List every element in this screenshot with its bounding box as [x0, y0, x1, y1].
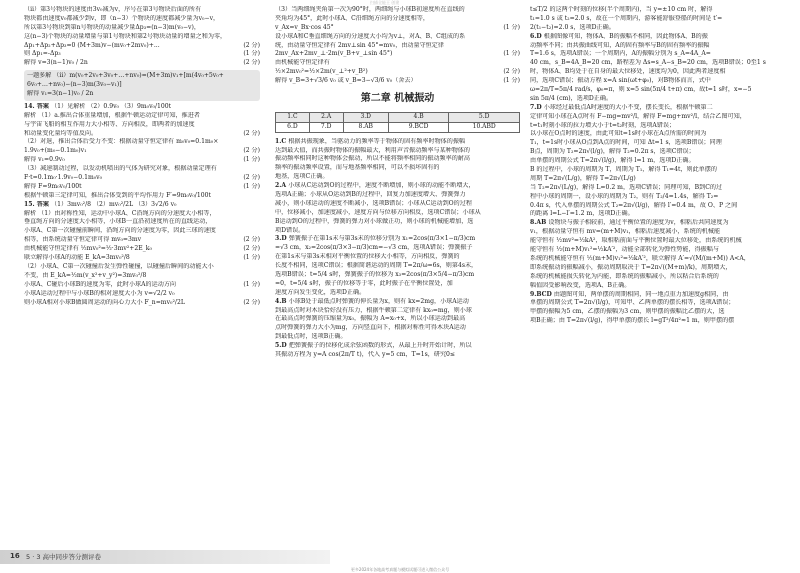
score: (1 分) [503, 23, 520, 31]
question-number: 4.B [275, 297, 289, 305]
text-line [24, 272, 260, 281]
line-text: 单摆的周期公式 T=2π√(l/g)，可知甲、乙两单摆的摆长相等，选项A错误； [530, 299, 735, 307]
text-line [275, 200, 520, 209]
text-line [530, 157, 776, 166]
text-line [27, 72, 257, 81]
text-line [530, 264, 776, 273]
answer-cell: 2.A [309, 112, 343, 122]
line-text: ½×2mv₀²=½×2m(v_⊥²+v_B²) [275, 68, 368, 76]
text-line [24, 299, 260, 308]
line-text: B 的过程中，小球的周期为 T，周期为 T₁，解得 T₁=4t，则此单摆的 [530, 166, 717, 174]
text-line [530, 139, 776, 148]
question-number: 6.D [530, 32, 544, 40]
text-line [530, 282, 776, 291]
line-text: 解得 v₁=3(n−1)v₀ / 2n [27, 90, 94, 98]
line-text: 1.9v₀+(m₀−0.1m₀)v₁ [24, 147, 87, 155]
text-line [275, 235, 520, 244]
line-text: 即系统振动的振幅减小，振动周期取决于 T=2π√((M+m)/k)，周期增大， [530, 263, 732, 271]
line-text: 40 cm，s_B=4A_B=20 cm，路程差为 Δs=s_A−s_B=20 cm，选项B错误；0至1 s [530, 59, 766, 67]
text-line [24, 165, 260, 174]
line-text: 这(n−3)个物块的动量增量与第1号物块和第2号物块动量的增量之和为零， [24, 32, 227, 40]
text-line [530, 50, 776, 59]
text-line [275, 182, 520, 191]
watermark: 更多2024年各地高考真题与模拟试题可进入微信公众号 [350, 567, 450, 572]
question-number: 2.A [275, 182, 289, 190]
answer-label: 答案 [36, 102, 52, 110]
text-line [24, 218, 260, 227]
question-number: 5.D [275, 342, 289, 350]
line-text: 根据图像可知，物体A、B的振幅不相同，因此物体A、B的振 [543, 32, 708, 40]
text-line [530, 15, 776, 24]
text-line [24, 103, 260, 112]
line-text: 夹角均为45°，此时小球A、C沿细绳方向的分速度相等， [275, 14, 429, 22]
text-line [24, 121, 260, 130]
line-text: 选项B错误；t=5/4 s时，弹簧振子的位移为 x₃=2cos(π/3×5/4−π/3)cm [275, 270, 475, 278]
page-number: 16 [10, 552, 20, 560]
text-line [530, 68, 776, 77]
text-line [24, 201, 260, 210]
text-line [27, 90, 257, 99]
text-line [275, 253, 520, 262]
line-text: 速度方向发生变化，选项D正确。 [275, 288, 366, 296]
text-line [530, 255, 776, 264]
text-line [275, 24, 520, 33]
text-line [530, 299, 776, 308]
line-text: 减小，则小球运动的速度不断减小，选项B错误；小球从C运动到O的过程 [275, 199, 472, 207]
line-text: 解析 （1）a.推出合体重量增加，根据牛顿运动定律可知，推进者 [24, 111, 200, 119]
text-line [275, 289, 520, 298]
text-line [275, 315, 520, 324]
line-text: 小球A运动过程中与小球B的相对速度大小为 v=√2/2 v₀ [24, 289, 175, 297]
line-text: v_Ax=v_Bx·cos 45° [275, 23, 334, 31]
text-line [275, 50, 520, 59]
text-line [24, 33, 260, 42]
text-line [275, 59, 520, 68]
line-text: 小球A、C碰后小球B的速度为零，此时小球A的运动方向 [24, 280, 177, 288]
text-line [275, 227, 520, 236]
text-line [275, 68, 520, 77]
line-text: =0，t=5/4 s时，振子的位移等于零，此时振子在平衡位置处，加 [275, 279, 453, 287]
line-text: B运动到O的过程中，弹簧的弹力对小球做正功，则小球的机械能增加，选 [275, 217, 474, 225]
line-text: （1）见解析 （2）0.9v₀ （3）9m₀v₀/100t [51, 102, 172, 110]
line-text: 解得 v₁=0.9v₀ [24, 156, 65, 164]
text-line [530, 104, 776, 113]
line-text: 小球从C运动到O的过程中，速度不断增加，则小球的动能不断增大， [288, 182, 475, 190]
text-line [530, 175, 776, 184]
answer-cell: 3.D [343, 112, 388, 122]
text-line [530, 228, 776, 237]
text-line [275, 307, 520, 316]
answer-cell: 4.B [388, 112, 448, 122]
text-line [24, 281, 260, 290]
text-line [530, 59, 776, 68]
text-line [530, 113, 776, 122]
line-text: 所以第3号物块到第n号物块的动量减少量Δp₃=(n−3)m(v₀−v)， [24, 23, 200, 31]
column-left [24, 6, 260, 307]
line-text: 物块都由速度v₀都减少到v，即（n−3）个物块的速度都减少量为v₀−v， [24, 14, 220, 22]
line-text: 在最高点时弹簧的压缩量为x₀，振幅为 A=x₀+x，所以小球运动到最高 [275, 315, 466, 323]
text-line [24, 192, 260, 201]
line-text: 垂直绳方向的分速度大小相等，小球B一直沿初速度所在的直线运动， [24, 218, 212, 226]
line-text: 统，由动量守恒定律有 2mv⊥sin 45°=mv₀，由动量守恒定律 [275, 41, 444, 49]
scan-mark: 扫描全能王 创建 [370, 0, 400, 5]
line-text: 设物块与振子相较前，通过平衡位置的速度为v，相粘后共同速度为 [548, 219, 729, 227]
line-text: T₁，t=1s时小球从O点到A点的时间，可知 Δt=1 s，选项B错误；同理 [530, 139, 722, 147]
line-text: 根据牛顿第三定律可知，推出合体受到的平均作用力 F′=9m₀v₀/100t [24, 191, 211, 199]
line-text: 点时弹簧的弹力大小为mg，方向竖直向下，根据对称性可得木块A运动 [275, 324, 466, 332]
score: (2 分) [243, 245, 260, 253]
text-line [275, 138, 520, 147]
score: (2 分) [243, 147, 260, 155]
line-text: 相等，由系统动量守恒定律可得 mv₀=3mv [24, 236, 142, 244]
text-line [24, 130, 260, 139]
line-text: v₁，根据动量守恒有 mv=(m+M)v₁，相粘后速度减小，系统的机械能 [530, 228, 721, 236]
line-text: 长度不相同，选项C错误；根据简谐运动的周期 T=2π/ω=6s，则第4s末， [275, 262, 478, 270]
question-number: 14. [24, 102, 37, 110]
line-text: ω=2π/T=5π/4 rad/s，φ₀=π，则 x=5 sin(5π/4 t+π) cm，故t=1 s时，x=−5 [530, 86, 752, 94]
text-line [530, 95, 776, 104]
text-line [24, 210, 260, 219]
text-line [275, 42, 520, 51]
text-line [530, 273, 776, 282]
text-line [24, 263, 260, 272]
text-line [24, 42, 260, 51]
text-line [27, 81, 257, 90]
question-number: 8.AB [530, 219, 549, 227]
score: (1 分) [243, 254, 260, 262]
text-line [275, 333, 520, 342]
score: (2 分) [243, 298, 260, 306]
text-line [275, 147, 520, 156]
line-text: B点，周期为 T₂=2π√(l/g)，解得 T₂=0.2π s，选项C错误； [530, 148, 695, 156]
text-line [530, 166, 776, 175]
line-text: t₁=1.0 s 或 t₂=2.0 s，故在一个周期内，游客能舒服登船的时间是 t′= [530, 14, 723, 22]
line-text: 能守恒有 ½(m+M)v₁²=½kA′²，动能全部转化为弹性势能，得振幅与 [530, 246, 719, 254]
line-text: 由机械能守恒定律有 ½mv₀²=½·3mv²+2E_k₀ [24, 245, 152, 253]
score: (1 分) [243, 156, 260, 164]
alternative-solution-box [24, 70, 260, 101]
answer-row [276, 122, 520, 132]
line-text: 选项A正确；小球从O运动到B的过程中，回复力加速度增大、弹簧弹力 [275, 190, 466, 198]
line-text: 6v₀+…+nv₀)−(n−3)m(3v₀−v₁)] [27, 81, 122, 89]
line-text: 甲摆的振幅为5 cm，乙摆的振幅为3 cm，则甲摆的振幅比乙摆的大，选 [530, 308, 725, 316]
text-line [275, 173, 520, 182]
text-line [275, 351, 520, 360]
text-line [24, 174, 260, 183]
line-text: 与宇宙飞船的相互作用力大小相等、方向相反，即两者的加速度 [24, 120, 195, 128]
answer-cell: 8.AB [343, 122, 388, 132]
text-line [275, 298, 520, 307]
question-number: 7.D [530, 103, 544, 111]
footer [0, 550, 800, 573]
line-text: （1）3mv₀²/8 （2）mv₀²/2L （3）3√2/6 v₀ [51, 200, 177, 208]
text-line [275, 6, 520, 15]
answer-cell: 1.C [276, 112, 310, 122]
text-line [530, 122, 776, 131]
line-text: （2）对退，推出合体后受力不变：根据动量守恒定律有 m₀v₀=0.1m₀× [24, 138, 219, 146]
text-line [530, 77, 776, 86]
text-line [275, 15, 520, 24]
answer-label: 答案 [36, 200, 52, 208]
text-line [24, 59, 260, 68]
book-title: 5 · 3 高中同步答分测评卷 [26, 553, 102, 561]
line-text: （3）当两细绳夹角第一次为90°时，两细绳与小球B初速度所在直线的 [275, 6, 465, 13]
text-line [24, 254, 260, 263]
answer-cell: 9.BCD [388, 122, 448, 132]
answer-cell: 10.ABD [449, 122, 520, 132]
text-line [24, 138, 260, 147]
line-text: sin 5π/4 (cm)，选项D正确。 [530, 94, 613, 102]
text-line [275, 191, 520, 200]
text-line [24, 227, 260, 236]
text-line [530, 210, 776, 219]
line-text: 程中小球的周期一，设小球的周期为 T₂，则有 T₂/4=1.4s，解得 T₂= [530, 192, 719, 200]
line-text: 一题多解 （ⅱ）m(v₀+2v₀+3v₀+…+nv₀)=(M+3m)v₁+[m(4v₀+5v₀+ [27, 72, 224, 80]
line-text: 解得 v=3(n−1)v₀ / 2n [24, 59, 88, 67]
text-line [275, 324, 520, 333]
score: (2 分) [243, 129, 260, 137]
text-line [24, 147, 260, 156]
line-text: 不变，由 E_kA=½m(v_x²+v_y²)=3mv₀²/8 [24, 271, 147, 279]
text-line [530, 193, 776, 202]
text-line [24, 183, 260, 192]
line-text: 振动频率相同时这种物体会振动，所以不能将频率相同的振动频率的耐高 [275, 155, 470, 163]
score: (1 分) [243, 182, 260, 190]
line-text: （2）小球A、C第一次碰撞后发生弹性碰撞，以碰撞后瞬间的动能大小 [24, 262, 214, 270]
line-text: 定律可知小球在A点时有 F−mg=mv²/l，解得 F=mg+mv²/l，结合乙图可知， [530, 112, 746, 120]
line-text: 当 T₂=2π√(L/g)，解得 L=0.2 m，选项C错误；同理可知，B到C的过 [530, 183, 723, 191]
text-line [275, 280, 520, 289]
text-line [530, 317, 776, 326]
line-text: =√3 cm，x₂=2cos(π/3×3−π/3)cm=−√3 cm，选项A错误；弹簧振子 [275, 244, 473, 252]
answer-cell: 6.D [276, 122, 310, 132]
text-line [530, 148, 776, 157]
question-number: 9.BCD [530, 290, 554, 298]
line-text: 和动量变化量均等值反向。 [24, 129, 98, 137]
line-text: 弹簧振子在第1s末与第3s末的位移分别为 x₁=2cos(π/3×1−π/3)cm [288, 235, 476, 243]
text-line [530, 86, 776, 95]
chapter-title: 第二章 机械振动 [360, 93, 435, 105]
line-text: T=1.6 s，选项A错误；一个周期内，A的振幅分别为 s_A=4A_A= [530, 50, 711, 58]
question-number: 3.D [275, 235, 289, 243]
line-text: 动频率不同；由共振曲线可知，A的固有频率与B的固有频率的振幅 [530, 41, 710, 49]
line-text: 幅值因受影响改变，选项A、B正确。 [530, 281, 631, 289]
line-text: 频率的振动频率设置，而与地基频率相同，可以不损坏固有的 [275, 164, 440, 172]
score: (2 分) [503, 68, 520, 76]
text-line [530, 291, 776, 300]
text-line [530, 42, 776, 51]
text-line [24, 112, 260, 121]
line-text: 设小球A和C垂直细绳方向的分速度大小均为v⊥，对A、B、C组成的系 [275, 32, 466, 40]
line-text: 周期 T=2π√(L/g)，解得 T=2π√(L/g) [530, 174, 636, 182]
line-text: F·t=0.1m₀·1.9v₀−0.1m₀v₀ [24, 174, 103, 182]
answer-cell: 7.D [309, 122, 343, 132]
answer-cell: 5.D [449, 112, 520, 122]
score: (1 分) [503, 77, 520, 85]
text-line [24, 6, 260, 15]
line-text: 由题图可知，两单摆的周期相同，同一地点重力加速度g相同，由 [553, 290, 729, 298]
text-line [275, 33, 520, 42]
line-text: 把弹簧振子的位移化成余弦函数的形式，从最上升时开始计时，所以 [288, 342, 472, 350]
text-line [530, 33, 776, 42]
line-text: 系统的机械能损失转化为内能，即系统的振幅减小，所以粘合后系统的 [530, 272, 719, 280]
score: (1 分) [503, 50, 520, 58]
score: (2 分) [243, 59, 260, 67]
line-text: 0.4π s，代入单摆的周期公式 T₂=2π√(l/g)，解得 l′=0.4 m，故 O、P 之间 [530, 201, 738, 209]
line-text: 其振动方程为 y=A cos(2π/T t)，代入 y=5 cm，T=1s，研究0≤ [275, 350, 456, 358]
line-text: 中，位移减小，加速度减小，速度方向与位移方向相反，选项C错误；小球从 [275, 208, 481, 216]
line-text: 由单摆的周期公式 T=2π√(l/g)，解得 l=1 m，选项D正确。 [530, 157, 695, 165]
line-text: 地基，选项C正确。 [275, 173, 329, 181]
line-text: 达到最大值，而共振时物体的振幅最大，利用声音振动频率与某种物体的 [275, 146, 470, 154]
line-text: 由机械能守恒定律有 [275, 59, 330, 67]
score: (1 分) [243, 50, 260, 58]
text-line [530, 184, 776, 193]
column-middle [275, 6, 520, 360]
line-text: Δp₁+Δp₂+Δp₃=0 (M+3m)v−(mv₀+2mv₀)+... [24, 41, 160, 49]
text-line [530, 219, 776, 228]
answer-row [276, 112, 520, 122]
line-text: （ⅱ）第3号物块的速度由3v₀减为v，序号在第3号物块后面的所有 [24, 6, 202, 13]
line-text: 以小球在O点时的速度，由此可知t=1s时小球在A点所需的时间为 [530, 130, 707, 138]
line-text: （3）减速制动过程，以发动机喷出的气体为研究对象，根据动量定理有 [24, 165, 217, 173]
score: (1 分) [243, 280, 260, 288]
text-line [24, 15, 260, 24]
line-text: 能守恒有 ½mv²=½kA²，取相粘前面与平衡位置时最大位移处，由系统的机械 [530, 237, 742, 245]
line-text: 系统的机械能守恒有 ½(m+M)v₁²=½kA′²，联立解得 A′=√(M/(m+M)) A<A， [530, 254, 750, 262]
text-line [24, 24, 260, 33]
line-text: 到最高点时对木块恰好没有压力，根据牛顿第二定律有 kx₀=mg，则小球 [275, 306, 472, 314]
line-text: 2mv_Ax+2mv_⊥·2m(v_B+v_⊥sin 45°) [275, 50, 393, 58]
text-line [275, 77, 520, 86]
line-text: 解析 （1）由对称性知，运动中小球A、C沿绳方向的分速度大小相等， [24, 209, 216, 217]
text-line [275, 262, 520, 271]
text-line [275, 209, 520, 218]
text-line [24, 50, 260, 59]
text-line [530, 202, 776, 211]
text-line [24, 245, 260, 254]
line-text: 时，物体A、B均处于在自身的最大位移处，速度均为0，因此两者速度相 [530, 68, 726, 76]
line-text: 则小球A相对小球B做圆周运动的向心力大小 F_n=mv₀²/2L [24, 298, 185, 306]
line-text: t≤T/2 的这两个时刻的位移(半个周期内)，当 y=±10 cm 时，解得 [530, 6, 713, 13]
text-line [24, 156, 260, 165]
text-line [275, 271, 520, 280]
line-text: 小球经过最低点A时速度的大小不变，摆长变长，根据牛顿第二 [543, 103, 713, 111]
text-line [530, 237, 776, 246]
text-line [275, 218, 520, 227]
text-line [530, 308, 776, 317]
line-text: 联立解得小球A的动能 E_kA=3mv₀²/8 [24, 254, 130, 262]
text-line [24, 290, 260, 299]
text-line [275, 164, 520, 173]
line-text: 的距离 l=L−l′=1.2 m，选项D正确。 [530, 210, 634, 218]
line-text: 解得 v_B=3+√3/6 v₀ 或 v_B=3−√3/6 v₀（舍去） [275, 77, 417, 85]
line-text: 项D错误。 [275, 226, 305, 234]
score: (2 分) [243, 236, 260, 244]
line-text: 在第1s末与第3s末相对平衡位置的位移大小相等，方向相反，弹簧的 [275, 253, 460, 261]
answer-table [275, 112, 520, 133]
line-text: t=t₁时刻小球的拉力增大小于t=t₂时刻，选项A错误； [530, 121, 676, 129]
line-text: 则 Δp₁=-Δp₃ [24, 50, 61, 58]
line-text: 小球A、C第一次碰撞前瞬间，沿绳方向的分速度为零，因此三球的速度 [24, 227, 216, 235]
text-line [275, 342, 520, 351]
text-line [24, 236, 260, 245]
question-number: 15. [24, 200, 37, 208]
text-line [530, 130, 776, 139]
text-line [530, 246, 776, 255]
text-line [275, 155, 520, 164]
column-right [530, 6, 776, 326]
text-line [275, 244, 520, 253]
score: (2 分) [243, 41, 260, 49]
line-text: 项B正确；由 T=2π√(l/g)，得甲单摆的摆长 l=gT²/4π²≈1 m，则甲摆的摆 [530, 317, 735, 325]
question-number: 1.C [275, 137, 289, 145]
line-text: 小球B处于最低点时弹簧的伸长量为x，则有 kx=2mg，小球A运动 [288, 297, 469, 305]
line-text: 解得 F=9m₀v₀/100t [24, 182, 82, 190]
text-line [530, 24, 776, 33]
line-text: 同，选项C错误；振动方程 x=A sin(ωt+φ₀)，对B物体而言，式中 [530, 77, 711, 85]
line-text: 2(t₁−t₂)=2.0 s，选项D正确。 [530, 23, 615, 31]
score: (2 分) [243, 174, 260, 182]
text-line [530, 6, 776, 15]
line-text: 根据共振现象，当驱动力的频率等于物体的固有频率时物体的振幅 [288, 137, 466, 145]
line-text: 到最低点时，选项B正确。 [275, 333, 347, 341]
